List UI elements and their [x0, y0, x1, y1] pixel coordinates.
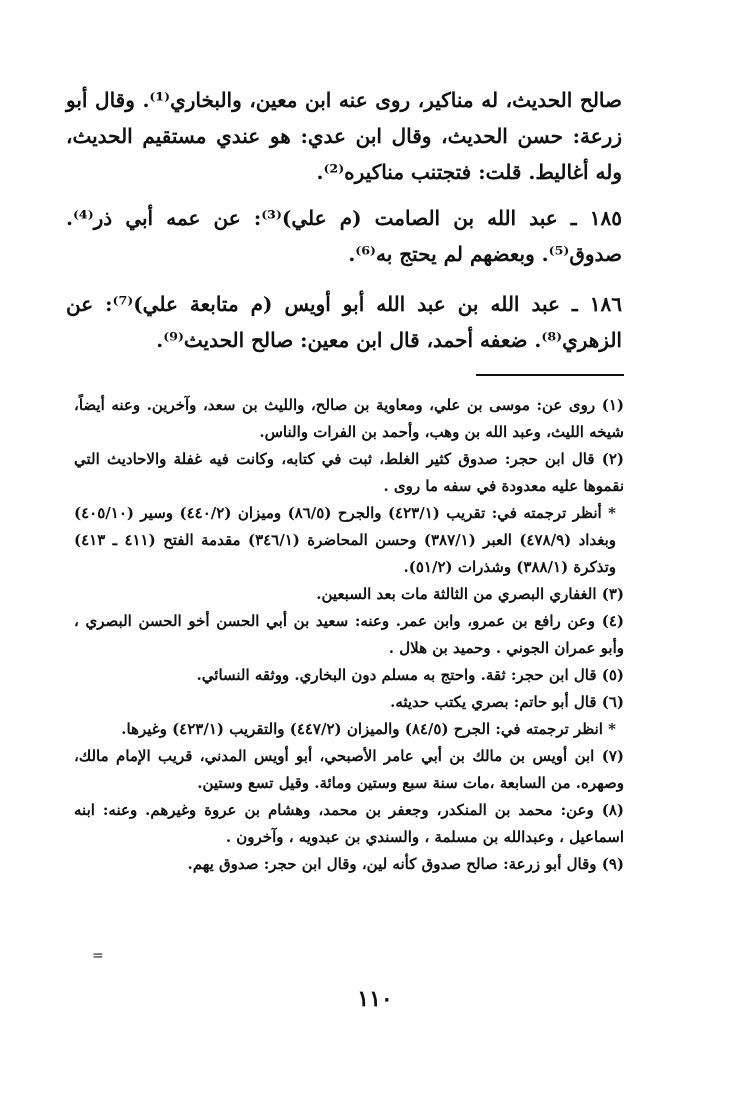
footnote-separator: [476, 374, 624, 376]
footnote-8: (٨) وعن: محمد بن المنكدر، وجعفر بن محمد، وهشام بن عروة وغيرهم. وعنه: ابنه اسماعيل ، وعبدالله بن مسلمة ، والسندي بن عبدويه ، وآخرون .: [74, 801, 624, 846]
footnote-3: (٣) الغفاري البصري من الثالثة مات بعد السبعين.: [316, 585, 624, 603]
paragraph-continuation: صالح الحديث، له مناكير، روى عنه ابن معين، والبخاري⁽¹⁾. وقال أبو زرعة: حسن الحديث، وقال ابن عدي: هو عندي مستقيم الحديث، وله أغاليط. قلت: فتجتنب مناكيره⁽²⁾.: [66, 88, 622, 184]
margin-mark: =: [92, 948, 104, 964]
footnote-5: (٥) قال ابن حجر: ثقة. واحتج به مسلم دون البخاري. ووثقه النسائي.: [196, 666, 624, 684]
footnote-6-references: * انظر ترجمته في: الجرح (٨٤/٥) والميزان (٤٤٧/٢) والتقريب (٤٢٣/١) وغيرها.: [121, 720, 616, 738]
footnote-2: (٢) قال ابن حجر: صدوق كثير الغلط، ثبت في كتابه، وكانت فيه غفلة والاحاديث التي نقموها عليه معدودة في سفه ما روى .: [74, 450, 624, 495]
footnote-2-references: * أنظر ترجمته في: تقريب (٤٢٣/١) والجرح (٨٦/٥) وميزان (٤٤٠/٢) وسير (٤٠٥/١٠) وبغداد (٤٧٨/٩) العبر (٣٨٧/١) وحسن المحاضرة (٣٤٦/١) مقدمة الفتح (٤١١ ـ ٤١٣) وتذكرة (٣٨٨/١) وشذرات (٥١/٢).: [74, 504, 616, 576]
footnote-6: (٦) قال أبو حاتم: بصري يكتب حديثه.: [390, 693, 624, 711]
entry-186: [66, 286, 622, 358]
entry-185: [66, 200, 622, 272]
entry-186-heading: ١٨٦ ـ عبد الله بن عبد الله أبو أويس: [284, 292, 623, 316]
entry-185-body: (م علي)⁽³⁾: عن عمه أبي ذر⁽⁴⁾. صدوق⁽⁵⁾. وبعضهم لم يحتج به⁽⁶⁾.: [66, 206, 622, 266]
footnotes: [74, 392, 624, 878]
page-number: ١١٠: [357, 986, 393, 1012]
footnote-9: (٩) وقال أبو زرعة: صالح صدوق كأنه لين، وقال ابن حجر: صدوق يهم.: [187, 855, 624, 873]
footnote-1: (١) روى عن: موسى بن علي، ومعاوية بن صالح، والليث بن سعد، وآخرين. وعنه أيضاً، شيخه الليث، وعبد الله بن وهب، وأحمد بن الفرات والناس.: [74, 396, 624, 441]
footnote-7: (٧) ابن أويس بن مالك بن أبي عامر الأصبحي، أبو أويس المدني، قريب الإمام مالك، وصهره. من السابعة ،مات سنة سبع وستين ومائة. وقيل تسع وستين.: [74, 747, 624, 792]
entry-186-body: (م متابعة علي)⁽⁷⁾: عن الزهري⁽⁸⁾. ضعفه أحمد، قال ابن معين: صالح الحديث⁽⁹⁾.: [66, 292, 622, 352]
main-text: [66, 82, 622, 358]
footnote-4: (٤) وعن رافع بن عمرو، وابن عمر. وعنه: سعيد بن أبي الحسن أخو الحسن البصري ، وأبو عمران الجوني . وحميد بن هلال .: [74, 612, 624, 657]
entry-185-heading: ١٨٥ ـ عبد الله بن الصامت: [374, 206, 623, 230]
